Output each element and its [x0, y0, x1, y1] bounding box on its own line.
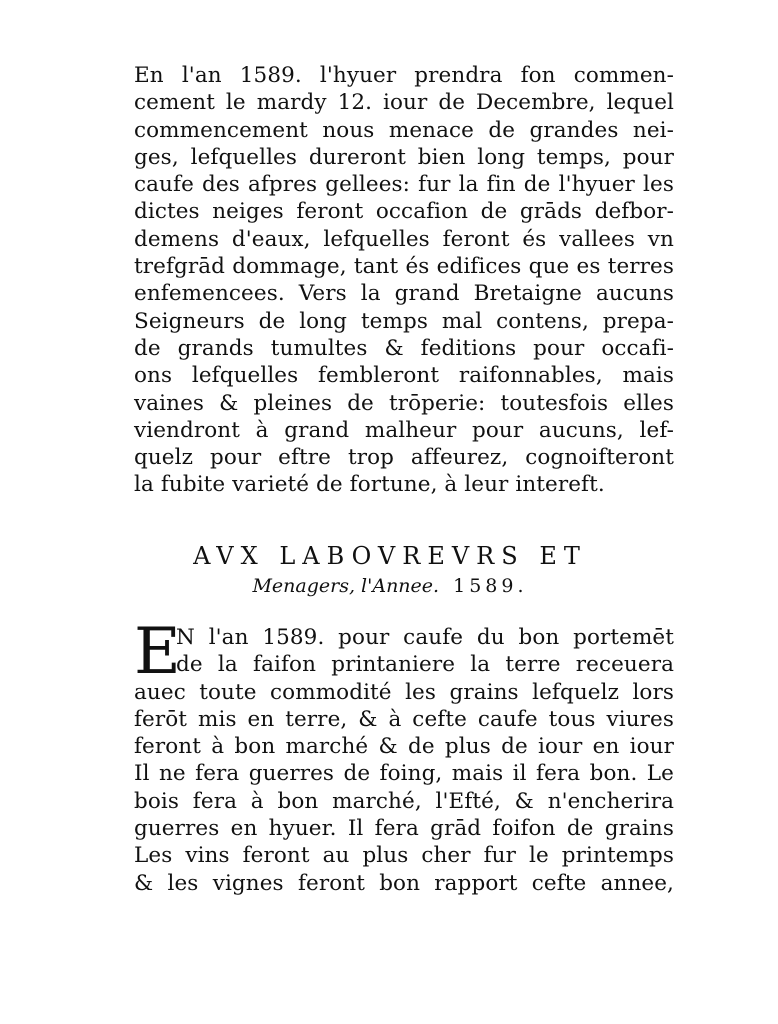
section-heading: AVX LABOVREVRS ET: [193, 542, 587, 570]
text-line: quelz pour eftre trop affeurez, cognoifteront: [134, 445, 674, 471]
text-line: ferōt mis en terre, & à cefte caufe tous viures: [134, 706, 674, 732]
text-line: guerres en hyuer. Il fera grād foifon de grains: [134, 816, 674, 842]
section-subheading: [150, 572, 630, 600]
text-line: commencement nous menace de grandes nei-: [134, 117, 674, 143]
text-line: trefgrād dommage, tant és edifices que es terres: [134, 254, 674, 280]
subheading-year: 1589.: [453, 575, 528, 597]
text-line: ges, lefquelles dureront bien long temps, pour: [134, 144, 674, 170]
text-line: enfemencees. Vers la grand Bretaigne aucuns: [134, 281, 674, 307]
text-line: bois fera à bon marché, l'Efté, & n'encherira: [134, 788, 674, 814]
paragraph-winter-prophecy: [134, 62, 674, 499]
text-line: la fubite varieté de fortune, à leur intereft.: [134, 472, 605, 498]
text-line: Il ne fera guerres de foing, mais il fera bon. Le: [134, 761, 674, 787]
text-line: Les vins feront au plus cher fur le printemps: [134, 843, 674, 869]
paragraph-farmers-prophecy: [134, 624, 674, 897]
text-line: N l'an 1589. pour caufe du bon portemēt: [176, 625, 674, 650]
text-line: Seigneurs de long temps mal contens, prepa-: [134, 308, 674, 334]
text-line: ons lefquelles fembleront raifonnables, mais: [134, 363, 674, 389]
text-line: caufe des afpres gellees: fur la fin de l'hyuer les: [134, 172, 674, 198]
text-line: auec toute commodité les grains lefquelz lors: [134, 679, 674, 705]
text-line: de la faifon printaniere la terre receuera: [176, 652, 674, 678]
text-line: feront à bon marché & de plus de iour en iour: [134, 734, 674, 760]
text-line: & les vignes feront bon rapport cefte annee,: [134, 870, 674, 896]
text-line: En l'an 1589. l'hyuer prendra fon commen-: [134, 63, 674, 88]
text-line: vaines & pleines de trōperie: toutesfois elles: [134, 390, 674, 416]
subheading-text: Menagers, l'Annee.: [252, 575, 440, 597]
text-line: dictes neiges feront occafion de grāds defbor-: [134, 199, 674, 225]
text-line: cement le mardy 12. iour de Decembre, lequel: [134, 90, 674, 116]
text-line: demens d'eaux, lefquelles feront és vallees vn: [134, 226, 674, 252]
drop-cap-letter: E: [134, 615, 181, 689]
text-line: viendront à grand malheur pour aucuns, lef-: [134, 417, 674, 443]
text-line: de grands tumultes & feditions pour occafi-: [134, 335, 674, 361]
